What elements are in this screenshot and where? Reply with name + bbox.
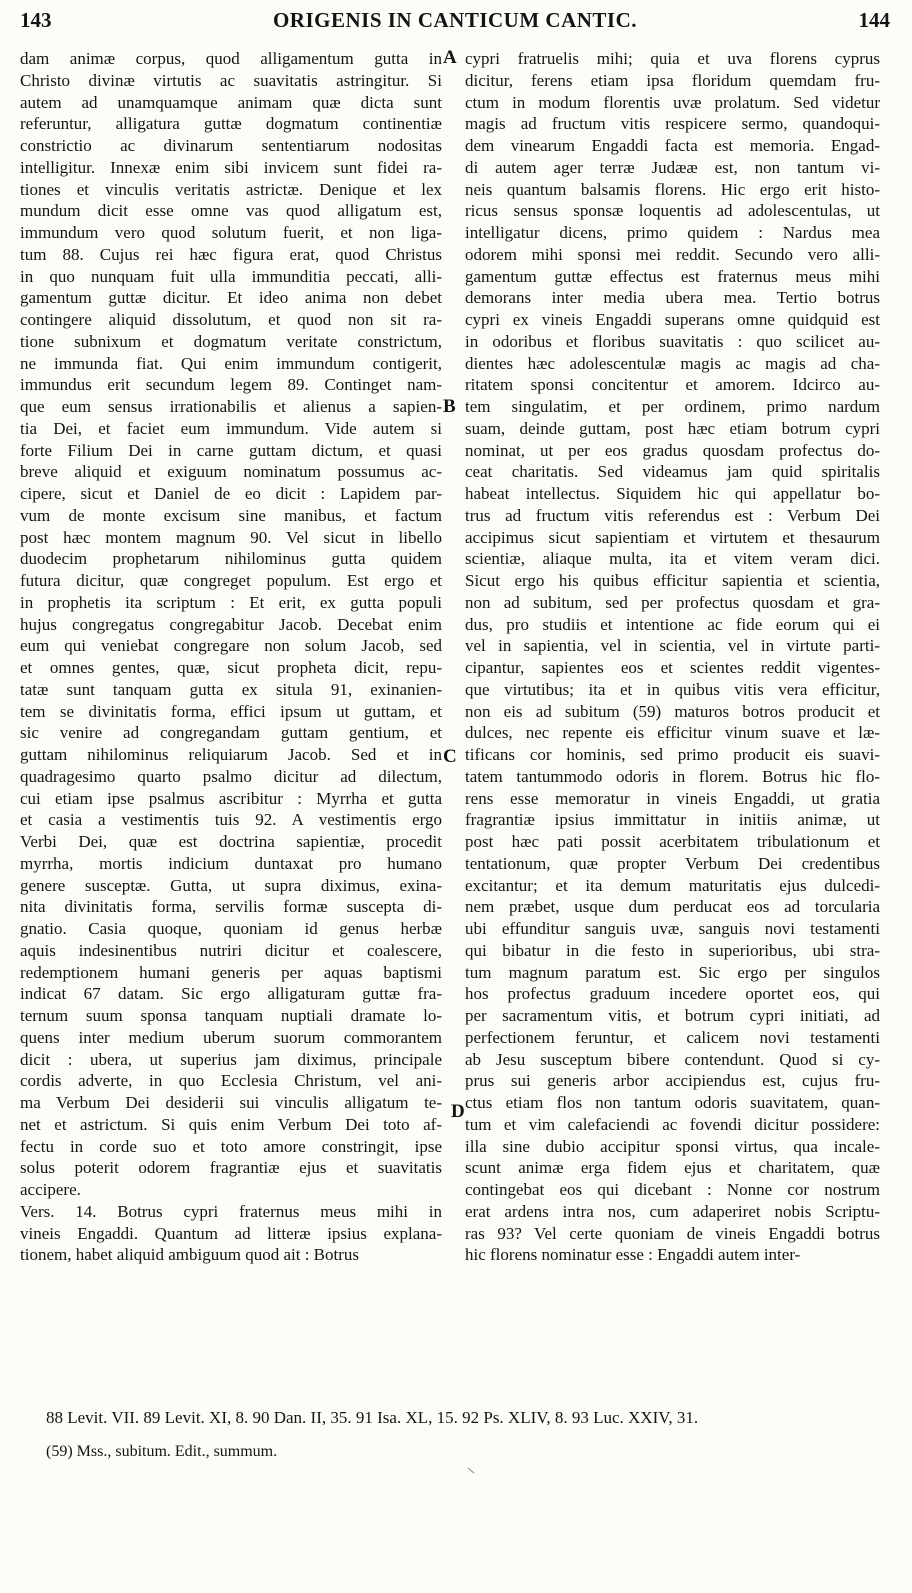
- text-line: trus ad fructum vitis referendus est : Verbum Dei: [465, 505, 880, 525]
- text-line: indicat 67 datam. Sic ergo alligaturam guttæ fra-: [20, 984, 442, 1004]
- text-line: di autem ager terræ Judææ est, non tantum vi-: [465, 157, 880, 177]
- text-line: breve aliquid et exiguum nominatum possumus ac-: [20, 462, 442, 482]
- text-line: Verbi Dei, quæ est doctrina sapientiæ, procedit: [20, 832, 442, 851]
- text-line: et casia a vestimentis tuis 92. A vestimentis ergo: [20, 810, 442, 830]
- margin-letter-c: C: [443, 746, 457, 767]
- text-line: nita divinitatis forma, servilis formæ suscepta di-: [20, 897, 442, 917]
- text-line: prus sui generis arbor accipiendus est, cujus fru-: [465, 1071, 880, 1091]
- text-line: dicit : ubera, ut superius jam diximus, principale: [20, 1049, 442, 1069]
- text-line: immundum vero quod solutum fuerit, et non liga-: [20, 223, 442, 242]
- text-line: tem singulatim, et per ordinem, primo nardum: [465, 397, 880, 416]
- text-line: solus poterit odorem fragrantiæ ejus et suavitatis: [20, 1158, 442, 1178]
- text-line: intelligatur dicens, primo quidem : Nardus mea: [465, 223, 880, 242]
- text-line: tiones et vinculis veritatis astrictæ. Denique et lex: [20, 179, 442, 199]
- text-line: cordis adverte, in quo Ecclesia Christum, vel ani-: [20, 1071, 442, 1091]
- text-line: accipere.: [20, 1180, 81, 1199]
- text-line: gamentum guttæ dicitur. Et ideo anima non debet: [20, 288, 442, 308]
- text-line: autem ad unamquamque animam quæ dicta sunt: [20, 92, 442, 112]
- text-line: ctum in modum florentis uvæ prolatum. Sed videtur: [465, 92, 880, 112]
- text-line: non ad subitum, sed per profectus quosdam et gra-: [465, 592, 880, 612]
- text-line: ctus etiam flos non tantum odoris suavitatem, quan-: [465, 1093, 880, 1112]
- text-line: in quo nunquam fuit ulla immunditia peccati, alli-: [20, 266, 442, 286]
- text-line: sic venire ad congregandam guttam gentium, et: [20, 723, 442, 743]
- text-line: dulces, nec repente eis efficitur vinum suave et læ-: [465, 723, 880, 743]
- text-line: Vers. 14. Botrus cypri fraternus meus mihi in: [20, 1201, 442, 1221]
- text-line: tatem tantummodo odoris in florem. Botrus hic flo-: [465, 766, 880, 786]
- text-line: quens inter medium uberum suorum commorantem: [20, 1027, 442, 1047]
- text-line: dem vinearum Engaddi facta est memoria. Engad-: [465, 136, 880, 155]
- running-title: ORIGENIS IN CANTICUM CANTIC.: [272, 8, 638, 32]
- page-number-left: 143: [20, 8, 52, 32]
- text-line: hic florens nominatur esse : Engaddi autem inter-: [465, 1245, 801, 1265]
- text-line: scientiæ, aliaque multa, ita et vitem veram dici.: [465, 549, 880, 569]
- text-line: Sicut ergo his quibus efficitur sapientia et scientia,: [465, 571, 880, 590]
- right-text-column: [465, 48, 880, 1266]
- text-line: accipimus sicut sapientiam et virtutem et thesaurum: [465, 527, 880, 547]
- text-line: redemptionem humani generis per aquas baptismi: [20, 962, 442, 982]
- text-line: ubi effunditur sanguis uvæ, sanguis novi testamenti: [465, 919, 880, 938]
- text-line: ricus sensus sponsæ loquentis ad adolescentulas, ut: [465, 201, 880, 221]
- text-line: scunt animæ erga fidem ejus et charitatem, quæ: [465, 1158, 880, 1178]
- text-line: neis quantum balsamis florens. Hic ergo erit histo-: [465, 179, 880, 199]
- text-line: illa sine dubio accipitur sponsi virtus, qua incale-: [465, 1136, 880, 1156]
- text-line: tem se divinitatis forma, effici ipsum ut guttam, et: [20, 701, 442, 721]
- text-line: ne immunda fiat. Qui enim immundum contigerit,: [20, 353, 442, 373]
- text-line: odorem mihi sponsi mei reddit. Secundo vero alli-: [465, 244, 880, 264]
- text-line: cipere, sicut et Daniel de eo dicit : Lapidem par-: [20, 484, 442, 503]
- text-line: tionem, habet aliquid ambiguum quod ait : Botrus: [20, 1245, 360, 1265]
- text-line: myrrha, mortis indicium duntaxat pro humano: [20, 853, 442, 873]
- text-line: constrictio ac divinarum sententiarum nodositas: [20, 136, 442, 155]
- text-line: fragrantiæ ipsius immittatur in initiis animæ, ut: [465, 810, 880, 830]
- margin-letter-d: D: [451, 1101, 465, 1122]
- text-line: suam, deinde guttam, post hæc etiam botrum cypri: [465, 418, 880, 438]
- text-line: tum 88. Cujus rei hæc figura erat, quod Christus: [20, 244, 442, 264]
- text-line: ab Jesu susceptum bibere contendunt. Quod si cy-: [465, 1049, 880, 1069]
- text-line: in prophetis ita scriptum : Et erit, ex gutta populi: [20, 592, 442, 612]
- margin-letter-b: B: [443, 396, 456, 417]
- text-line: demorans inter media ubera mea. Tertio botrus: [465, 288, 880, 308]
- text-line: ritatem sponsi concitentur et amorem. Idcirco au-: [465, 375, 880, 395]
- text-line: magis ad fructum vitis respicere sermo, quandoqui-: [465, 114, 880, 134]
- text-line: gamentum guttæ effectus est fraternus meus mihi: [465, 266, 880, 286]
- text-line: excitantur; et ita demum maturitatis ejus dulcedi-: [465, 875, 880, 895]
- text-line: tentationum, quæ propter Verbum Dei credentibus: [465, 853, 880, 873]
- text-line: habeat intellectus. Siquidem hic qui appellatur bo-: [465, 484, 880, 503]
- text-line: nem præbet, usque dum perducat eos ad torcularia: [465, 897, 880, 917]
- text-line: Christo divinæ virtutis ac suavitatis astringitur. Si: [20, 70, 442, 90]
- text-line: contingere aliquid dissolutum, et quod non sit ra-: [20, 310, 442, 329]
- text-line: eum qui veniebat congregare non solum Jacob, sed: [20, 636, 442, 656]
- running-header: [20, 8, 890, 38]
- text-line: dientes hæc adolescentulæ magis ac magis ad cha-: [465, 353, 880, 373]
- text-line: tione subnixum et dogmatum veritate constrictum,: [20, 331, 442, 351]
- variant-reading-note: (59) Mss., subitum. Edit., summum.: [46, 1443, 278, 1460]
- text-line: tatæ sunt tanquam gutta ex situla 91, exinanien-: [20, 679, 442, 699]
- text-line: tum et vim calefaciendi ac fovendi dicitur possidere:: [465, 1114, 880, 1134]
- text-line: tificans cor hominis, sed primo producit eis suavi-: [465, 745, 880, 764]
- text-line: ma Verbum Dei desiderii sui vinculis alligatum te-: [20, 1093, 442, 1112]
- text-line: intelligitur. Innexæ enim sibi invicem sunt fidei ra-: [20, 157, 442, 177]
- text-line: gnatio. Casia quoque, quoniam id genus herbæ: [20, 919, 442, 938]
- text-line: dus, pro studiis et intentione ac fide eorum qui ei: [465, 614, 880, 634]
- text-line: vineis Engaddi. Quantum ad litteræ ipsius explana-: [20, 1223, 442, 1243]
- text-line: ceat charitatis. Sed videamus jam quid spiritalis: [465, 462, 880, 482]
- text-line: rens esse memoratur in vineis Engaddi, ut gratia: [465, 788, 880, 808]
- text-line: quadragesimo quarto psalmo dicitur ad dilectum,: [20, 766, 442, 786]
- text-line: net et astrictum. Si quis enim Verbum Dei toto af-: [20, 1114, 442, 1134]
- text-line: ras 93? Vel certe quoniam de vineis Engaddi botrus: [465, 1223, 880, 1243]
- text-line: per sacramentum vitis, et botrum cypri initiati, ad: [465, 1006, 880, 1025]
- text-line: genere susceptæ. Gutta, ut supra diximus, exina-: [20, 875, 442, 895]
- text-line: dicitur, ferens etiam ipsa floridum quemdam fru-: [465, 70, 880, 90]
- text-line: post hæc montem magnum 90. Vel sicut in libello: [20, 527, 442, 547]
- text-line: hos profectus graduum incedere oportet eos, qui: [465, 984, 880, 1004]
- text-line: cypri fratruelis mihi; quia et uva florens cyprus: [465, 49, 880, 68]
- text-line: non eis ad subitum (59) maturos botros producit et: [465, 701, 880, 721]
- text-line: dam animæ corpus, quod alligamentum gutta in: [20, 49, 442, 68]
- text-line: cipantur, sapientes eos et scientes reddit vigentes-: [465, 658, 880, 677]
- text-line: mundum dicit esse omne vas quod alligatum est,: [20, 201, 442, 221]
- text-line: aquis indesinentibus nutriri dicitur et coalescere,: [20, 940, 442, 960]
- footnotes: 88 Levit. VII. 89 Levit. XI, 8. 90 Dan. II, 35. 91 Isa. XL, 15. 92 Ps. XLIV, 8. 93 Luc. XXIV, 31.: [46, 1408, 699, 1427]
- text-line: qui bibatur in die festo in superioribus, ubi stra-: [465, 940, 880, 960]
- text-line: futura dicitur, quæ congreget populum. Est ergo et: [20, 571, 442, 590]
- text-line: referuntur, alligatura guttæ dogmatum continentiæ: [20, 114, 442, 134]
- text-line: fectu in corde suo et toto amore constringit, ipse: [20, 1136, 442, 1156]
- text-line: cypri ex vineis Engaddi superans omne quidquid est: [465, 310, 880, 329]
- text-line: ternum suum sponsa tanquam nuptiali dramate lo-: [20, 1006, 442, 1025]
- text-line: perfectionem feruntur, et calicem novi testamenti: [465, 1027, 880, 1047]
- stray-mark: [468, 1468, 475, 1474]
- text-line: tia Dei, et faciet eum immundum. Vide autem si: [20, 418, 442, 438]
- text-line: duodecim prophetarum nihilominus gutta quidem: [20, 549, 442, 569]
- page-number-right: 144: [858, 8, 890, 32]
- text-line: in odoribus et floribus suavitatis : quo scilicet au-: [465, 331, 880, 351]
- text-line: guttam nihilominus reliquiarum Jacob. Sed et in: [20, 745, 442, 764]
- text-line: hujus congregatus congregabitur Jacob. Decebat enim: [20, 614, 442, 634]
- text-line: forte Filium Dei in carne guttam dictum, et quasi: [20, 440, 442, 460]
- text-line: erat ardens intra nos, cum adaperiret nobis Scriptu-: [465, 1201, 880, 1221]
- text-line: cui etiam ipse psalmus ascribitur : Myrrha et gutta: [20, 788, 442, 808]
- text-line: nominat, ut per eos gradus quosdam profectus do-: [465, 440, 880, 460]
- text-line: que virtutibus; ita et in quibus vitis vera efficitur,: [465, 679, 880, 699]
- text-line: post hæc pati possit acerbitatem tribulationum et: [465, 832, 880, 851]
- margin-letter-a: A: [443, 47, 457, 68]
- text-line: et omnes gentes, quæ, sicut propheta dicit, repu-: [20, 658, 442, 677]
- left-text-column: [20, 48, 442, 1266]
- text-line: immundus erit secundum legem 89. Continget nam-: [20, 375, 442, 395]
- text-line: vel in sapientia, vel in scientia, vel in virtute parti-: [465, 636, 880, 656]
- text-line: contingebat eos qui dicebant : Nonne cor nostrum: [465, 1180, 880, 1199]
- text-line: tum magnum paratum est. Sic ergo per singulos: [465, 962, 880, 982]
- text-line: que eum sensus irrationabilis et alienus a sapien-: [20, 397, 442, 416]
- text-line: vum de monte excisum sine manibus, et factum: [20, 505, 442, 525]
